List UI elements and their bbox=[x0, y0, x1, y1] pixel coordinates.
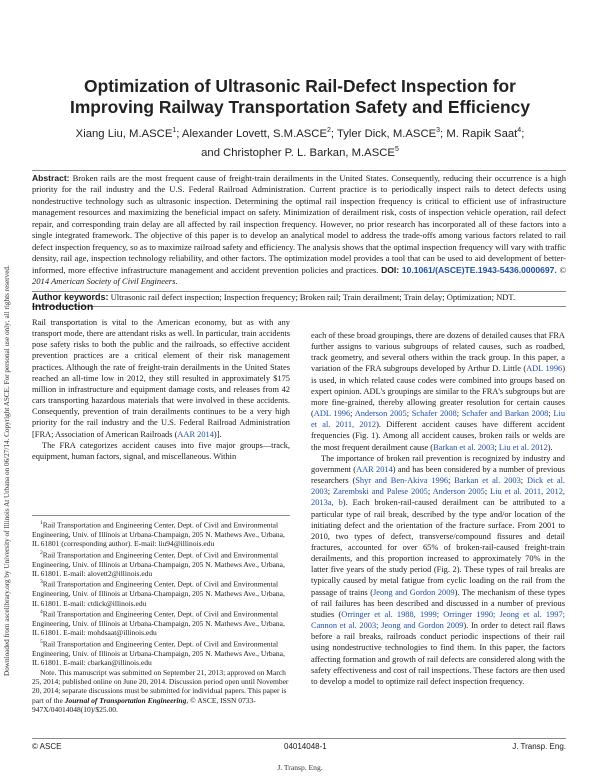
intro-p1-text: Rail transportation is vital to the American economy, but as with any transport mode, there are attendant risks as well. In particular, train accidents pose safety risks to both the public and the railroads, so effective accident prevention practices are a critical element of their risk management practices. Although the rate of freight-train derailments in the United States reached an all-time low in 2012, they still resulted in approximately $175 million in infrastructure and equipment damage costs, and releases from 42 cars transporting hazardous materials that were involved in these accidents. Consequently, prevention of train derailments continues to be a very high priority for the rail industry and the U.S. Federal Railroad Administration [FRA; Association of American Railroads ( bbox=[32, 318, 290, 439]
page-footer bbox=[32, 738, 566, 751]
citation-link[interactable]: AAR 2014 bbox=[177, 429, 214, 439]
author-2: ; Alexander Lovett, S.M.ASCE bbox=[176, 127, 327, 140]
keywords-text: Ultrasonic rail defect inspection; Inspection frequency; Broken rail; Train derailment; Train delay; Optimization; NDT. bbox=[108, 292, 516, 302]
citation-link[interactable]: Shyr and Ben-Akiva 1996 bbox=[355, 476, 449, 486]
author-1: Xiang Liu, M.ASCE bbox=[75, 127, 173, 140]
running-footer: J. Transp. Eng. bbox=[277, 763, 323, 772]
footnote-2 bbox=[32, 549, 290, 579]
footnote-1-text: Rail Transportation and Engineering Center, Dept. of Civil and Environmental Engineering, Univ. of Illinois at Urbana-Champaign, 205 N. Mathews Ave., Urbana, IL 61801 (corresponding author). E-mail: liu94@illinois.edu bbox=[32, 520, 285, 549]
footnote-3 bbox=[32, 578, 290, 608]
citation-link[interactable]: Anderson 2005 bbox=[354, 409, 407, 419]
footnote-1-mark: 1 bbox=[40, 520, 43, 526]
footnote-1 bbox=[32, 519, 290, 549]
footnote-5-text: Rail Transportation and Engineering Center, Dept. of Civil and Environmental Engineering, Univ. of Illinois at Urbana-Champaign, 205 N. Mathews Ave., Urbana, IL 61801. E-mail: cbarkan@illinois.edu bbox=[32, 639, 285, 668]
manuscript-note bbox=[32, 668, 290, 715]
right-paragraph-2 bbox=[311, 453, 565, 687]
citation-link[interactable]: Anderson 2005 bbox=[432, 487, 485, 497]
author-2-affil: 2 bbox=[326, 127, 331, 134]
author-4-affil: 4 bbox=[517, 127, 522, 134]
text-run: ; bbox=[350, 409, 355, 419]
citation-link[interactable]: Barkan et al. 2003 bbox=[454, 476, 521, 486]
text-run: ; bbox=[548, 409, 554, 419]
keywords-label: Author keywords: bbox=[32, 292, 109, 302]
right-paragraph-1 bbox=[311, 330, 565, 453]
paper-title: Optimization of Ultrasonic Rail-Defect Inspection for Improving Railway Transportation Safety and Efficiency bbox=[70, 76, 530, 117]
text-run: each of these broad groupings, there are dozens of detailed causes that FRA further assigns to various subgroups of related causes, such as roadbed, track geometry, and several others within the track group. In this paper, a variation of the FRA subgroups developed by Arthur D. Little ( bbox=[311, 331, 565, 374]
author-3-affil: 3 bbox=[436, 127, 441, 134]
text-run: ). The mechanism of these types of rail failures has been described and discussed in a number of previous studies ( bbox=[311, 587, 565, 619]
footnote-5 bbox=[32, 638, 290, 668]
copyright-notice: © 2014 American Society of Civil Engineers. bbox=[32, 264, 566, 287]
footnote-2-mark: 2 bbox=[40, 549, 43, 556]
text-run: The importance of broken rail prevention is recognized by industry and government ( bbox=[311, 453, 565, 474]
author-3: ; Tyler Dick, M.ASCE bbox=[330, 127, 437, 140]
download-notice-text: Downloaded from ascelibrary.org by University of Illinois At Urbana on 06/27/14. Copyright ASCE. For personal use only; all rights reserved. bbox=[3, 265, 11, 676]
download-notice bbox=[2, 160, 16, 680]
footnote-4-text: Rail Transportation and Engineering Center, Dept. of Civil and Environmental Engineering, Univ. of Illinois at Urbana-Champaign, 205 N. Mathews Ave., Urbana, IL 61801. E-mail: mohdsaat@illinois.edu bbox=[32, 609, 285, 638]
footer-page-number: 04014048-1 bbox=[284, 742, 327, 751]
footnote-4-mark: 4 bbox=[40, 609, 43, 616]
citation-link[interactable]: Liu et al. 2011, 2012 bbox=[311, 409, 566, 430]
citation-link[interactable]: ADL 1996 bbox=[313, 409, 351, 419]
citation-link[interactable]: Schafer and Barkan 2008 bbox=[461, 409, 549, 419]
intro-paragraph-1 bbox=[32, 317, 290, 440]
text-run: ). bbox=[547, 442, 553, 452]
footer-copyright: © ASCE bbox=[32, 742, 62, 751]
section-heading-introduction: Introduction bbox=[32, 301, 94, 313]
citation-link[interactable]: Liu et al. 2012 bbox=[498, 442, 548, 452]
abstract-label: Abstract: bbox=[32, 173, 70, 183]
author-4: ; M. Rapik Saat bbox=[440, 127, 518, 140]
intro-p1-end: )]. bbox=[213, 429, 222, 439]
text-run: ; bbox=[406, 409, 412, 419]
footnote-3-text: Rail Transportation and Engineering Center, Dept. of Civil and Environmental Engineering, Univ. of Illinois at Urbana-Champaign, 205 N. Mathews Ave., Urbana, IL 61801. E-mail: ctdick@illinois.edu bbox=[32, 579, 285, 608]
citation-link[interactable]: AAR 2014 bbox=[356, 464, 393, 474]
citation-link[interactable]: Jeong and Gordon 2009 bbox=[373, 587, 455, 597]
text-run: ; bbox=[456, 409, 462, 419]
text-run: ). Each broken-rail-caused derailment can be attributed to a particular type of rail break, described by the type and/or location of the initiating defect and the orientation of the fracture surface. From 2001 to 2010, two types of defect, transverse/compound fissures and detail fractures, accounted for over 65% of broken-rail-caused freight-train derailments, and this proportion increased to approximately 70% in the latter five years of the study period (Fig. 2). These types of rail breaks are typically caused by metal fatigue from cyclic loading on the rail from the passage of trains ( bbox=[311, 498, 566, 597]
footnote-3-mark: 3 bbox=[40, 579, 43, 586]
abstract-text bbox=[32, 173, 566, 288]
author-1-affil: 1 bbox=[172, 127, 177, 134]
text-run: ; bbox=[427, 487, 433, 497]
right-column bbox=[311, 330, 565, 687]
citation-link[interactable]: Barkan et al. 2003 bbox=[433, 442, 495, 452]
text-run: ; bbox=[520, 476, 527, 486]
text-run: ; bbox=[327, 487, 333, 497]
citation-link[interactable]: Zarembski and Palese 2005 bbox=[333, 487, 428, 497]
citation-link[interactable]: Orringer et al. 1988, 1999; Orringer 1990; Jeong et al. 1997; Cannon et al. 2003; Jeong and Gordon 2009 bbox=[311, 609, 565, 631]
note-issn: , © ASCE, ISSN 0733-947X/04014048(10)/$25.00. bbox=[32, 695, 256, 715]
author-5: and Christopher P. L. Barkan, M.ASCE bbox=[201, 147, 395, 160]
note-text: Note. This manuscript was submitted on September 21, 2013; approved on March 25, 2014; published online on June 20, 2014. Discussion period open until November 20, 2014; separate discussions must be submitted for individual papers. This paper is part of the bbox=[32, 667, 289, 705]
text-run: ) and has been considered by a number of previous researchers ( bbox=[311, 464, 565, 486]
footer-journal: J. Transp. Eng. bbox=[512, 742, 566, 751]
text-run: ) is used, in which related cause codes were combined into groups based on expert opinion. ADL's groupings are similar to the FRA's subgroups but are more fine-grained, thereby allowing greater resolution for certain causes ( bbox=[311, 364, 565, 419]
author-keywords bbox=[32, 292, 566, 307]
journal-name: Journal of Transportation Engineering bbox=[64, 695, 187, 705]
citation-link[interactable]: ADL 1996 bbox=[526, 364, 563, 374]
author-5-affil: 5 bbox=[394, 146, 399, 154]
text-run: ; bbox=[448, 476, 455, 486]
text-run: ; bbox=[494, 442, 499, 452]
doi-link[interactable]: 10.1061/(ASCE)TE.1943-5436.0000697. bbox=[401, 264, 557, 275]
abstract-body: Broken rails are the most frequent cause of freight-train derailments in the United States. Consequently, reducing their occurrence is a high priority for the rail industry and the U.S. Federal Railroad Administration. Current practice is to periodically inspect rails to detect defects using nondestructive technology such as ultrasonic inspection. Determining the optimal rail inspection frequency is critical to efficient use of infrastructure management resources and maximizing the beneficial impact on safety. Minimization of derailment risk, costs of inspection vehicle operation, rail defect repair, and corresponding train delay are all affected by rail inspection frequency. However, no prior research has incorporated all of these factors into a single integrated framework. The objective of this paper is to develop an analytical model to address the trade-offs among various factors related to rail defect inspection frequency, so as to maximize railroad safety and efficiency. The analysis shows that the optimal inspection frequency will vary with traffic density, rail age, inspection technology reliability, and other factors. The optimization model provides a tool that can be used to aid development of better-informed, more effective infrastructure management and accident prevention policies and practices. bbox=[32, 173, 566, 275]
abstract-section bbox=[32, 170, 566, 292]
author-list bbox=[50, 123, 550, 162]
text-run: ; bbox=[484, 487, 491, 497]
citation-link[interactable]: Dick et al. 2003 bbox=[311, 476, 566, 497]
citation-link[interactable]: Schafer 2008 bbox=[411, 409, 457, 419]
text-run: ). In order to detect rail flaws before a rail breaks, railroads conduct periodic inspections of their rail using nondestructive technologies to find them. In this paper, the factors affecting formation and growth of rail defects are considered along with the safety effectiveness and cost of rail inspections. These factors are then used to develop a model to optimize rail defect inspection frequency. bbox=[311, 621, 566, 686]
footnote-2-text: Rail Transportation and Engineering Center, Dept. of Civil and Environmental Engineering, Univ. of Illinois at Urbana-Champaign, 205 N. Mathews Ave., Urbana, IL 61801. E-mail: alovett2@illinois.edu bbox=[32, 550, 285, 579]
doi-label: DOI: bbox=[381, 264, 400, 275]
intro-paragraph-2: The FRA categorizes accident causes into five major groups—track, equipment, human factors, signal, and miscellaneous. Within bbox=[32, 440, 290, 461]
footnote-5-mark: 5 bbox=[40, 638, 43, 645]
footnote-4 bbox=[32, 608, 290, 638]
footnotes bbox=[32, 515, 290, 715]
text-run: ). Different accident causes have different accident frequencies (Fig. 1). Among all accident causes, broken rails or welds are the most frequent derailment cause ( bbox=[311, 420, 565, 452]
citation-link[interactable]: Liu et al. 2011, 2012, 2013a, b bbox=[311, 487, 565, 508]
author-separator: ; bbox=[521, 127, 525, 140]
